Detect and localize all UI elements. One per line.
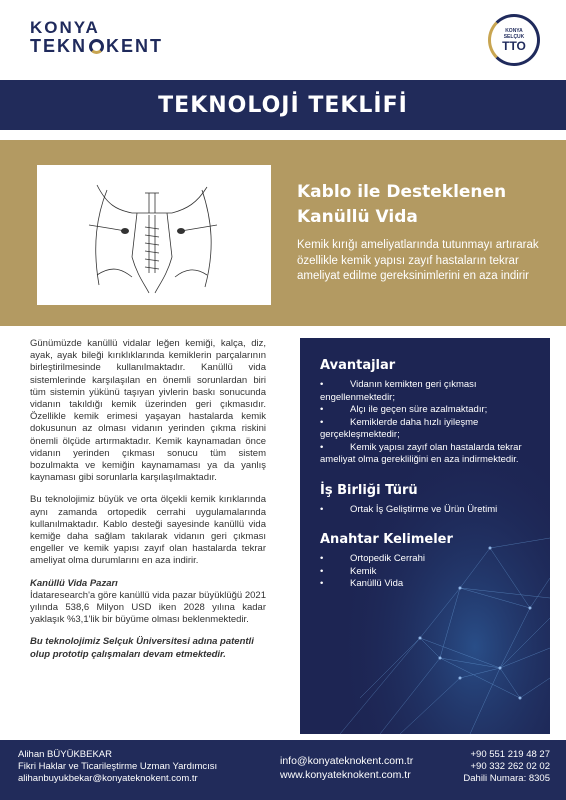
list-item: • Kemik — [320, 566, 542, 579]
advantages-list — [320, 379, 542, 467]
contact-web — [280, 754, 413, 782]
seal-line-1: KONYA — [505, 27, 523, 34]
hero-title: Kablo ile Desteklenen Kanüllü Vida — [297, 182, 507, 227]
screw-sketch-icon — [37, 165, 271, 305]
logo-ring-icon — [89, 39, 104, 54]
seal-line-2: SELÇUK — [503, 33, 525, 40]
list-item: • Alçı ile geçen süre azalmaktadır; — [320, 404, 542, 417]
list-item: • Kemik yapısı zayıf olan hastalarda tekrar ameliyat olma gerekliliğini en aza indirmektedir. — [320, 442, 542, 467]
advantages-title: Avantajlar — [320, 358, 396, 373]
screw-sketch-image — [37, 165, 271, 305]
contact-phones — [463, 749, 550, 785]
contact-person — [18, 749, 217, 785]
contact-name: Alihan BÜYÜKBEKAR — [18, 749, 112, 760]
closing-statement: Bu teknolojimiz Selçuk Üniversitesi adına patentli olup prototip çalışmaları devam etmektedir. — [30, 636, 254, 660]
list-item: • Ortak İş Geliştirme ve Ürün Üretimi — [320, 504, 542, 517]
body-paragraph-2: Bu teknolojimiz büyük ve orta ölçekli kemik kırıklarında aynı zamanda ortopedik cerrahi uygulamalarında kullanılmaktadır. Kablo desteği sayesinde kanüllü vida kemiğe daha sağlam takılarak vidanın geri çıkması engeller ve kemik yapısı zayıf olan hastalarda tekrar ameliyat olma durumlarını en aza indirir. — [30, 494, 266, 567]
website-link[interactable]: www.konyateknokent.com.tr — [280, 769, 411, 781]
body-paragraph-1: Günümüzde kanüllü vidalar leğen kemiği, kalça, diz, ayak, ayak bileği kırıklıklarında kemiklerin parçalarının birleştirilmesinde kullanılmaktadır. Kanüllü vida sistemlerinde karşılaşılan en önemli sorunlardan biri tüm sistemin yükünü taşıyan yivlerin baskı sonucunda vidanın takıldığı kemik üzerinden geri çıkmasıdır. Özellikle kemik erimesi yaşayan hastalarda kemik dokusunun az olması vidanın yerinden çıkma riskini önemli ölçüde artırmaktadır. Kemik kaynamadan önce vidanın yerinden çıkması sonucu tüm sistem bozulmakta ve kemiğin kaynamaması ya da yanlış kaynaması gibi sorunlarla karşılaşılmaktadır. — [30, 338, 266, 484]
list-item: • Vidanın kemikten geri çıkması engellenmektedir; — [320, 379, 542, 404]
seal-line-3: TTO — [502, 38, 526, 53]
contact-role: Fikri Haklar ve Ticarileştirme Uzman Yardımcısı — [18, 761, 218, 772]
cooperation-title: İş Birliği Türü — [320, 482, 418, 498]
market-title: Kanüllü Vida Pazarı — [30, 577, 118, 589]
phone-1[interactable]: +90 551 219 48 27 — [470, 749, 550, 760]
cooperation-list — [320, 504, 542, 517]
market-text: İdataresearch'a göre kanüllü vida pazar büyüklüğü 2021 yılında 538,6 Milyon USD iken 2028 yılına kadar yaklaşık %3,1'lik bir büyüme olması beklenmektedir. — [30, 589, 266, 626]
info-panel — [300, 338, 550, 734]
konya-teknokent-logo — [30, 18, 163, 56]
page-footer — [0, 740, 566, 800]
contact-email[interactable]: alihanbuyukbekar@konyateknokent.com.tr — [18, 773, 198, 784]
phone-2[interactable]: +90 332 262 02 02 — [470, 761, 550, 772]
title-banner — [0, 80, 566, 130]
list-item: • Ortopedik Cerrahi — [320, 553, 542, 566]
selcuk-tto-seal — [488, 14, 540, 66]
page-header — [0, 0, 566, 78]
keywords-title: Anahtar Kelimeler — [320, 532, 453, 547]
logo-line-2a: TEKN — [30, 36, 87, 56]
logo-line-1: KONYA — [30, 18, 100, 37]
phone-extension: Dahili Numara: 8305 — [463, 773, 550, 784]
list-item: • Kemiklerde daha hızlı iyileşme gerçekleşmektedir; — [320, 417, 542, 442]
hero-subtitle: Kemik kırığı ameliyatlarında tutunmayı artırarak özellikle kemik yapısı zayıf hastaların tekrar ameliyat edilme gereksinimlerini en aza indirir — [297, 239, 539, 282]
info-email-link[interactable]: info@konyateknokent.com.tr — [280, 755, 414, 767]
body-text-column — [30, 338, 266, 671]
page-title: TEKNOLOJİ TEKLİFİ — [158, 92, 408, 118]
logo-line-2b: KENT — [106, 36, 163, 56]
hero-section — [0, 140, 566, 326]
list-item: • Kanüllü Vida — [320, 578, 542, 591]
keywords-list — [320, 553, 542, 591]
